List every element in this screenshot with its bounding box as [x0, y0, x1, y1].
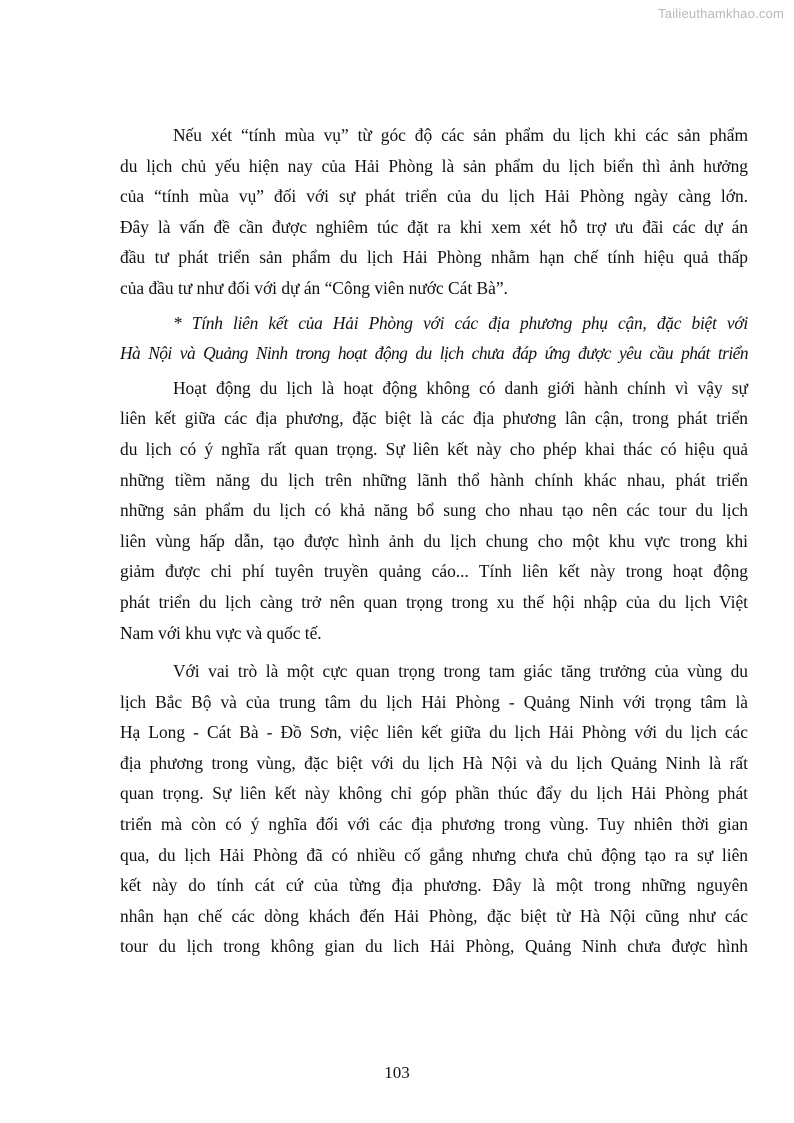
text-line: du lịch chủ yếu hiện nay của Hải Phòng là sản phẩm du lịch biển thì ảnh hưởng — [120, 155, 748, 176]
text-line: Hạ Long - Cát Bà - Đồ Sơn, việc liên kết giữa du lịch Hải Phòng với du lịch các — [120, 722, 748, 743]
text-line: du lịch có ý nghĩa rất quan trọng. Sự liên kết này cho phép khai thác có hiệu quả — [120, 438, 748, 459]
text-line: Nếu xét “tính mùa vụ” từ góc độ các sản phẩm du lịch khi các sản phẩm — [173, 125, 748, 145]
text-line: liên vùng hấp dẫn, tạo được hình ảnh du lịch chung cho một khu vực trong khi — [120, 530, 748, 551]
paragraph-seasonality — [120, 120, 748, 304]
text-line: qua, du lịch Hải Phòng đã có nhiều cố gắng nhưng chưa chủ động tạo ra sự liên — [120, 844, 748, 865]
page-number: 103 — [384, 1063, 410, 1082]
paragraph-role — [120, 656, 748, 962]
text-line: Đây là vấn đề cần được nghiêm túc đặt ra khi xem xét hỗ trợ ưu đãi các dự án — [120, 216, 748, 237]
text-line: của đầu tư như đối với dự án “Công viên nước Cát Bà”. — [120, 277, 508, 298]
section-heading-italic — [120, 308, 748, 369]
text-line: lịch Bắc Bộ và của trung tâm du lịch Hải Phòng - Quảng Ninh với trọng tâm là — [120, 691, 748, 712]
document-body — [120, 120, 748, 962]
text-line: đầu tư phát triển sản phẩm du lịch Hải Phòng nhằm hạn chế tính hiệu quả thấp — [120, 247, 748, 268]
text-line: giảm được chi phí tuyên truyền quảng cáo... Tính liên kết này trong hoạt động — [120, 561, 748, 582]
heading-line: Hà Nội và Quảng Ninh trong hoạt động du lịch chưa đáp ứng được yêu cầu phát triển — [120, 343, 748, 364]
watermark: Tailieuthamkhao.com — [658, 6, 784, 21]
text-line: phát triển du lịch càng trở nên quan trọng trong xu thế hội nhập của du lịch Việt — [120, 591, 748, 612]
heading-line: * Tính liên kết của Hải Phòng với các địa phương phụ cận, đặc biệt với — [173, 312, 748, 333]
text-line: tour du lịch trong không gian du lich Hải Phòng, Quảng Ninh chưa được hình — [120, 936, 748, 957]
text-line: Hoạt động du lịch là hoạt động không có danh giới hành chính vì vậy sự — [173, 377, 748, 398]
text-line: của “tính mùa vụ” đối với sự phát triển của du lịch Hải Phòng ngày càng lớn. — [120, 186, 748, 207]
paragraph-linkage — [120, 373, 748, 648]
text-line: Nam với khu vực và quốc tế. — [120, 622, 322, 643]
text-line: kết này do tính cát cứ của từng địa phương. Đây là một trong những nguyên — [120, 875, 748, 896]
text-line: Với vai trò là một cực quan trọng trong tam giác tăng trưởng của vùng du — [173, 661, 748, 682]
text-line: địa phương trong vùng, đặc biệt với du lịch Hà Nội và du lịch Quảng Ninh là rất — [120, 752, 748, 773]
text-line: quan trọng. Sự liên kết này không chỉ góp phần thúc đẩy du lịch Hải Phòng phát — [120, 783, 748, 804]
text-line: triển mà còn có ý nghĩa đối với các địa phương trong vùng. Tuy nhiên thời gian — [120, 814, 748, 835]
text-line: liên kết giữa các địa phương, đặc biệt là các địa phương lân cận, trong phát triển — [120, 408, 748, 429]
text-line: những sản phẩm du lịch có khả năng bổ sung cho nhau tạo nên các tour du lịch — [120, 500, 748, 521]
text-line: nhân hạn chế các dòng khách đến Hải Phòng, đặc biệt từ Hà Nội cũng như các — [120, 905, 748, 926]
text-line: những tiềm năng du lịch trên những lãnh thổ hành chính khác nhau, phát triển — [120, 469, 748, 490]
